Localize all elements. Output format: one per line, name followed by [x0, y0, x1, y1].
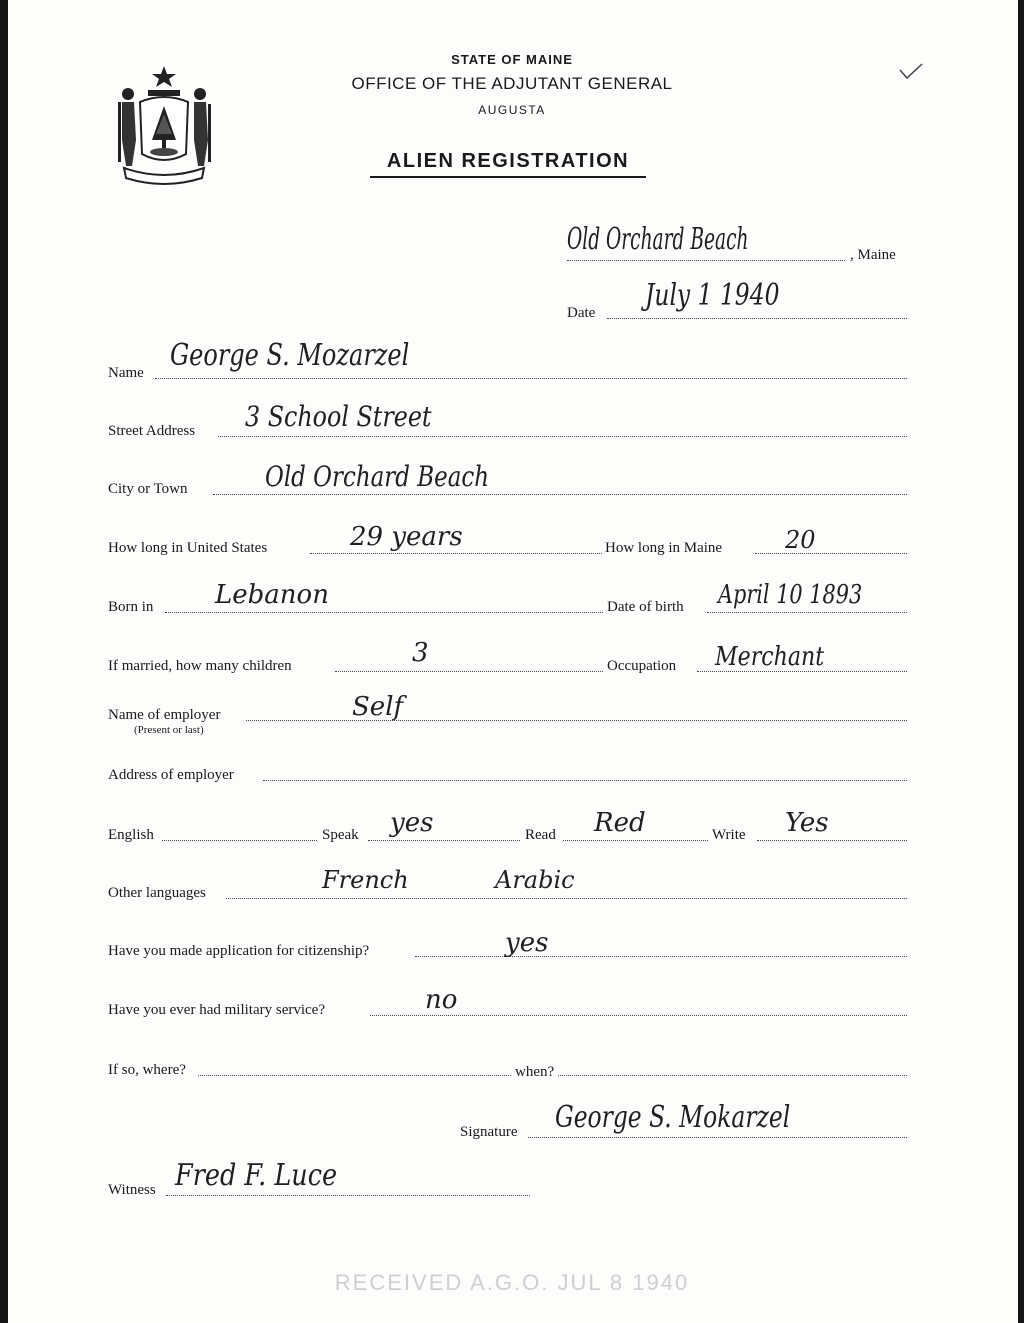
dob-line: [707, 612, 907, 613]
read-value: Red: [594, 808, 646, 838]
children-value: 3: [412, 638, 429, 668]
city-line: [213, 494, 907, 495]
office-heading: OFFICE OF THE ADJUTANT GENERAL: [351, 74, 673, 93]
other-languages-line: [226, 898, 907, 899]
name-line: [155, 378, 907, 379]
occupation-value: Merchant: [715, 642, 825, 672]
employer-line: [246, 720, 907, 721]
write-label: Write: [712, 827, 746, 843]
date-label: Date: [567, 305, 596, 321]
received-stamp: RECEIVED A.G.O. JUL 8 1940: [334, 1270, 690, 1295]
how-long-me-label: How long in Maine: [605, 540, 723, 556]
read-line: [563, 840, 708, 841]
speak-line: [368, 840, 520, 841]
street-label: Street Address: [108, 423, 196, 439]
read-label: Read: [525, 827, 556, 843]
scan-edge-right: [1018, 0, 1024, 1323]
name-label: Name: [108, 365, 144, 381]
how-long-me-value: 20: [785, 526, 816, 554]
witness-label: Witness: [108, 1182, 156, 1198]
date-value: July 1 1940: [645, 278, 780, 313]
how-long-us-label: How long in United States: [108, 540, 268, 556]
street-line: [218, 436, 907, 437]
employer-address-line: [263, 780, 907, 781]
born-in-line: [165, 612, 603, 613]
employer-label: Name of employer: [108, 707, 221, 723]
speak-label: Speak: [322, 827, 359, 843]
name-value: George S. Mozarzel: [170, 338, 410, 373]
english-line: [162, 840, 317, 841]
children-label: If married, how many children: [108, 658, 292, 674]
employer-address-label: Address of employer: [108, 767, 234, 783]
street-value: 3 School Street: [245, 400, 432, 433]
born-in-value: Lebanon: [215, 580, 329, 610]
witness-value: Fred F. Luce: [175, 1158, 338, 1193]
city-label: City or Town: [108, 481, 188, 497]
english-label: English: [108, 827, 154, 843]
town-line: [567, 260, 845, 261]
city-value: Old Orchard Beach: [265, 460, 490, 493]
occupation-label: Occupation: [607, 658, 677, 674]
signature-label: Signature: [460, 1124, 518, 1140]
citizenship-label: Have you made application for citizenship?: [108, 943, 370, 959]
when-line: [558, 1075, 907, 1076]
town-value: Old Orchard Beach: [567, 222, 749, 257]
how-long-me-line: [755, 553, 907, 554]
military-value: no: [425, 985, 458, 1015]
write-value: Yes: [785, 808, 829, 838]
date-line: [607, 318, 907, 319]
signature-value: George S. Mokarzel: [555, 1100, 791, 1135]
where-line: [198, 1075, 511, 1076]
military-label: Have you ever had military service?: [108, 1002, 325, 1018]
language-1-value: French: [322, 866, 409, 894]
speak-value: yes: [390, 808, 434, 838]
children-line: [335, 671, 603, 672]
born-in-label: Born in: [108, 599, 154, 615]
state-heading: STATE OF MAINE: [451, 52, 573, 67]
employer-value: Self: [352, 692, 404, 722]
city-heading: AUGUSTA: [478, 103, 546, 117]
citizenship-line: [415, 956, 907, 957]
witness-line: [166, 1195, 530, 1196]
other-languages-label: Other languages: [108, 885, 206, 901]
how-long-us-value: 29 years: [350, 522, 463, 552]
where-label: If so, where?: [108, 1062, 186, 1078]
how-long-us-line: [310, 553, 602, 554]
citizenship-value: yes: [505, 928, 549, 958]
maine-label: , Maine: [850, 247, 896, 263]
military-line: [370, 1015, 907, 1016]
when-label: when?: [515, 1064, 555, 1080]
signature-line: [528, 1137, 907, 1138]
scan-edge-left: [0, 0, 8, 1323]
dob-value: April 10 1893: [718, 580, 863, 610]
language-2-value: Arabic: [495, 866, 575, 894]
dob-label: Date of birth: [607, 599, 684, 615]
write-line: [757, 840, 907, 841]
employer-note: (Present or last): [134, 724, 204, 736]
form-title: ALIEN REGISTRATION: [370, 150, 646, 178]
